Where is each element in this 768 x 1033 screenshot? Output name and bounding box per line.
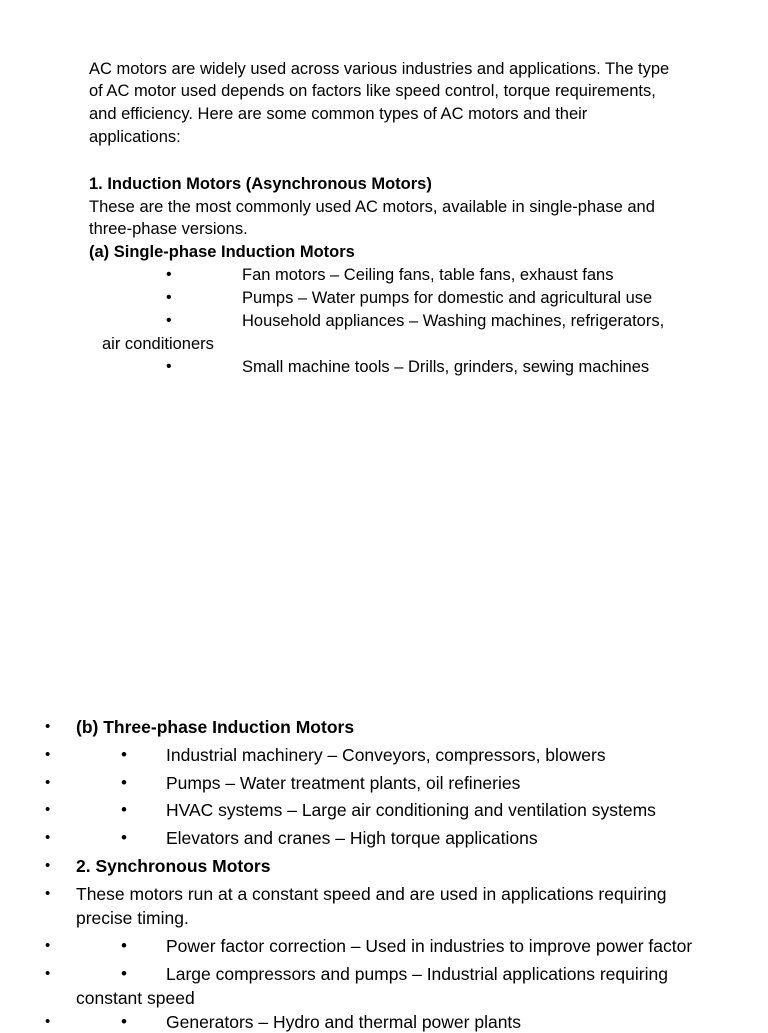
list-item-large-compressors: Large compressors and pumps – Industrial applications requiring: [166, 964, 668, 984]
list-item-household-appliances: Household appliances – Washing machines, refrigerators,: [242, 312, 665, 330]
bullet-icon: •: [121, 1012, 127, 1031]
outer-bullet-icon: •: [45, 965, 51, 982]
outer-bullet-icon: •: [45, 801, 51, 818]
outer-bullet-icon: •: [45, 937, 51, 954]
bullet-icon: •: [166, 312, 172, 329]
subsection-a-heading: (a) Single-phase Induction Motors: [89, 243, 355, 261]
outer-bullet-icon: •: [45, 1013, 51, 1030]
bullet-icon: •: [121, 828, 127, 847]
outer-bullet-icon: •: [45, 718, 51, 735]
list-item-generators: Generators – Hydro and thermal power plants: [166, 1012, 522, 1032]
section-1-desc-line-2: three-phase versions.: [89, 220, 248, 238]
section-1-heading: 1. Induction Motors (Asynchronous Motors): [89, 175, 432, 193]
list-item-pumps-water-treatment: Pumps – Water treatment plants, oil refineries: [166, 773, 521, 793]
intro-line-2: of AC motor used depends on factors like speed control, torque requirements,: [89, 82, 656, 100]
intro-line-4: applications:: [89, 128, 181, 146]
list-item-elevators-cranes: Elevators and cranes – High torque applications: [166, 828, 538, 848]
section-1-desc-line-1: These are the most commonly used AC motors, available in single-phase and: [89, 198, 655, 216]
bullet-icon: •: [121, 745, 127, 764]
bullet-icon: •: [166, 266, 172, 283]
intro-line-1: AC motors are widely used across various industries and applications. The type: [89, 60, 670, 78]
bullet-icon: •: [121, 800, 127, 819]
list-item-household-appliances-cont: air conditioners: [102, 335, 214, 353]
subsection-b-heading: (b) Three-phase Induction Motors: [76, 717, 355, 737]
outer-bullet-icon: •: [45, 746, 51, 763]
section-2-heading: 2. Synchronous Motors: [76, 856, 271, 876]
list-item-power-factor-correction: Power factor correction – Used in industries to improve power factor: [166, 936, 693, 956]
outer-bullet-icon: •: [45, 885, 51, 902]
section-2-desc-line-1: These motors run at a constant speed and are used in applications requiring: [76, 884, 667, 904]
intro-line-3: and efficiency. Here are some common types of AC motors and their: [89, 105, 588, 123]
list-item-large-compressors-cont: constant speed: [76, 988, 195, 1008]
outer-bullet-icon: •: [45, 829, 51, 846]
list-item-pumps: Pumps – Water pumps for domestic and agricultural use: [242, 289, 653, 307]
list-item-hvac-systems: HVAC systems – Large air conditioning and ventilation systems: [166, 800, 656, 820]
list-item-small-machine-tools: Small machine tools – Drills, grinders, sewing machines: [242, 358, 650, 376]
outer-bullet-icon: •: [45, 774, 51, 791]
bullet-icon: •: [166, 289, 172, 306]
bullet-icon: •: [166, 358, 172, 375]
bullet-icon: •: [121, 773, 127, 792]
bullet-icon: •: [121, 964, 127, 983]
section-2-desc-line-2: precise timing.: [76, 908, 189, 928]
list-item-fan-motors: Fan motors – Ceiling fans, table fans, exhaust fans: [242, 266, 614, 284]
list-item-industrial-machinery: Industrial machinery – Conveyors, compressors, blowers: [166, 745, 606, 765]
outer-bullet-icon: •: [45, 857, 51, 874]
bullet-icon: •: [121, 936, 127, 955]
